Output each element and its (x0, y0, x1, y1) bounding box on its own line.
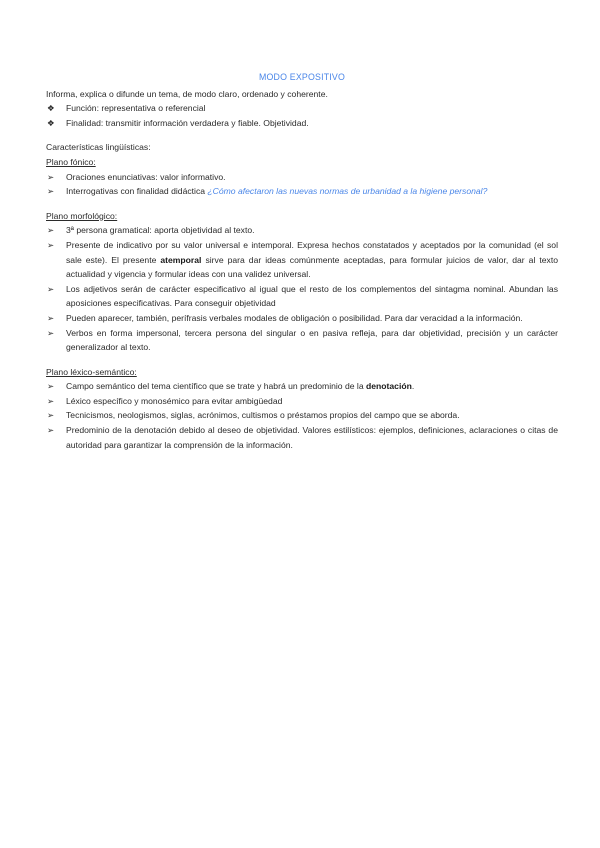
linguistic-heading: Características lingüísticas: (46, 142, 151, 153)
item-text: Verbos en forma impersonal, tercera persona del singular o en pasiva refleja, para dar objetividad, precisión y un carácter generalizador al texto. (66, 327, 558, 353)
list-item (46, 282, 558, 311)
arrow-bullet-icon: ➢ (47, 327, 55, 338)
arrow-bullet-icon: ➢ (47, 395, 55, 406)
list-item (46, 238, 558, 282)
list-item (46, 408, 558, 423)
arrow-bullet-icon: ➢ (47, 283, 55, 294)
intro-paragraph: Informa, explica o difunde un tema, de modo claro, ordenado y coherente. (46, 88, 328, 99)
item-text: Los adjetivos serán de carácter especificativo al igual que el resto de los complementos del sintagma nominal. Abundan las aposiciones especificativas. Para conseguir objetividad (66, 283, 558, 309)
section-heading-morfologico: Plano morfológico: (46, 210, 118, 221)
arrow-bullet-icon: ➢ (47, 186, 55, 197)
section-heading-fonico: Plano fónico: (46, 156, 96, 167)
section-heading-lexico: Plano léxico-semántico: (46, 366, 137, 377)
item-text: 3ª persona gramatical: aporta objetividad al texto. (66, 225, 255, 236)
fonico-list (46, 170, 558, 199)
list-item (46, 116, 558, 131)
diamond-bullet-icon: ❖ (47, 103, 55, 114)
bold-term: denotación (366, 381, 412, 392)
item-text: Predominio de la denotación debido al deseo de objetividad. Valores estilísticos: ejemplos, definiciones, aclaraciones o citas de autoridad para garantizar la comprensión de la información. (66, 425, 558, 450)
property-purpose: Finalidad: transmitir información verdadera y fiable. Objetividad. (66, 117, 309, 128)
morfologico-list (46, 223, 558, 354)
arrow-bullet-icon: ➢ (47, 171, 55, 182)
list-item (46, 223, 558, 238)
item-text: sirve para dar ideas comúnmente aceptadas, para formular juicios de valor, dar al texto actualidad y vigencia y formular ideas con una validez universal. (66, 254, 558, 280)
arrow-bullet-icon: ➢ (47, 312, 55, 323)
arrow-bullet-icon: ➢ (47, 410, 55, 421)
arrow-bullet-icon: ➢ (47, 381, 55, 392)
list-item (46, 379, 558, 394)
arrow-bullet-icon: ➢ (47, 425, 55, 436)
diamond-bullet-icon: ❖ (47, 117, 55, 128)
list-item (46, 170, 558, 185)
bold-term: atemporal (160, 254, 202, 265)
item-text: Campo semántico del tema científico que se trate y habrá un predominio de la (66, 381, 366, 392)
list-item (46, 101, 558, 116)
item-text: Presente de indicativo por su valor universal e intemporal. Expresa hechos constatados y aceptados por la comunidad (el sol sale este). El presente (66, 239, 558, 265)
list-item (46, 311, 558, 326)
arrow-bullet-icon: ➢ (47, 225, 55, 236)
document-title: MODO EXPOSITIVO (258, 72, 346, 82)
list-item (46, 326, 558, 355)
property-function: Función: representativa o referencial (66, 103, 206, 114)
properties-list (46, 101, 558, 130)
example-question: ¿Cómo afectaron las nuevas normas de urbanidad a la higiene personal? (207, 186, 488, 197)
document-page (46, 70, 558, 452)
lexico-list (46, 379, 558, 452)
item-text: Interrogativas con finalidad didáctica (66, 186, 208, 197)
list-item (46, 394, 558, 409)
item-text: Tecnicismos, neologismos, siglas, acrónimos, cultismos o préstamos propios del campo que se aborda. (66, 410, 460, 421)
item-text: Oraciones enunciativas: valor informativo. (66, 171, 226, 182)
arrow-bullet-icon: ➢ (47, 239, 55, 250)
item-text: Léxico específico y monosémico para evitar ambigüedad (66, 395, 283, 406)
list-item (46, 184, 558, 199)
item-text: Pueden aparecer, también, perífrasis verbales modales de obligación o posibilidad. Para dar veracidad a la información. (66, 312, 523, 323)
list-item (46, 423, 558, 452)
item-text: . (411, 381, 415, 392)
